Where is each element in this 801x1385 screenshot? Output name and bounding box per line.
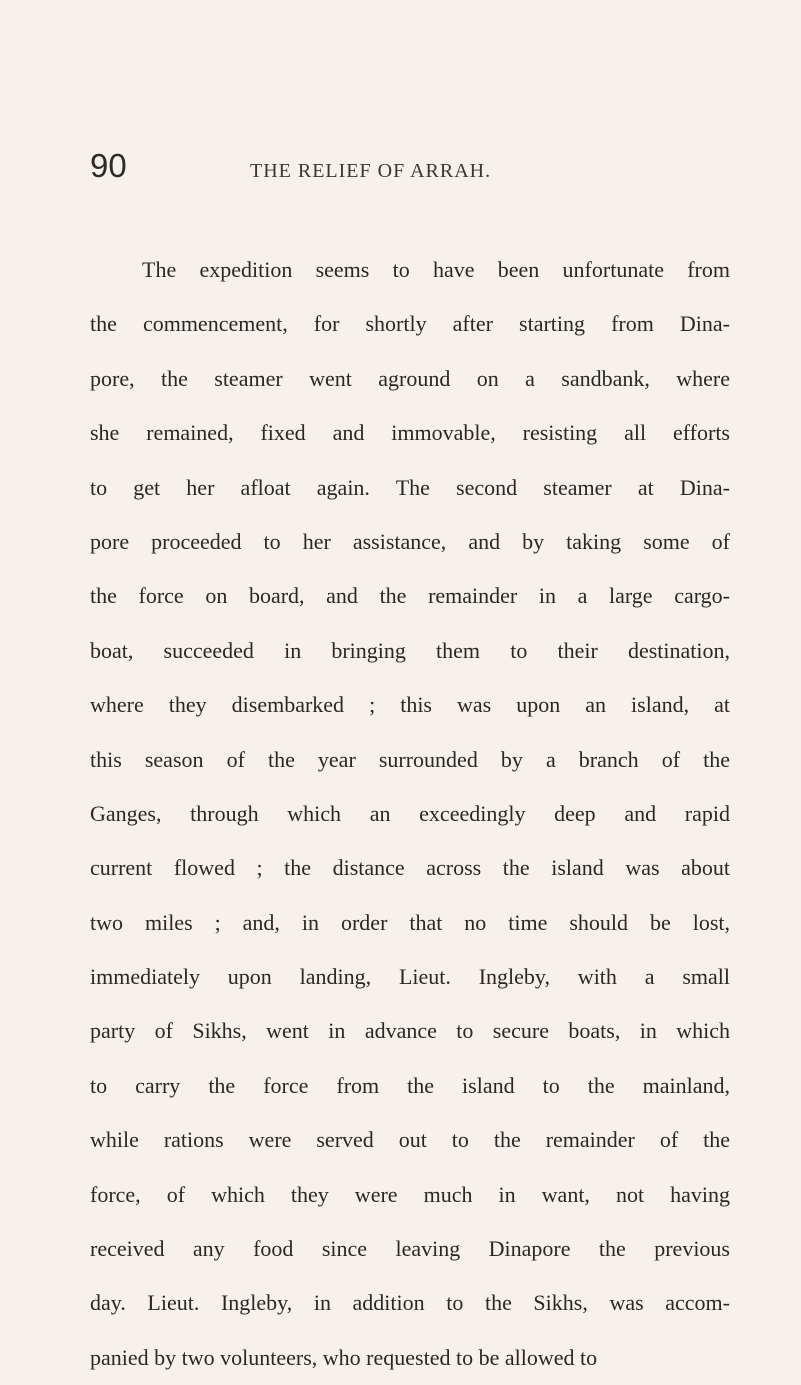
page-number: 90 xyxy=(90,147,127,184)
text-line: Ganges, through which an exceedingly deep and rapid xyxy=(90,800,730,826)
text-line: she remained, fixed and immovable, resisting all efforts xyxy=(90,420,730,446)
text-line: The expedition seems to have been unfortunate from xyxy=(142,257,730,282)
text-line: pore proceeded to her assistance, and by taking some of xyxy=(90,528,730,554)
text-line: immediately upon landing, Lieut. Ingleby, with a small xyxy=(90,964,730,990)
text-line: day. Lieut. Ingleby, in addition to the Sikhs, was accom- xyxy=(90,1290,730,1316)
text-line: this season of the year surrounded by a branch of the xyxy=(90,746,730,772)
text-line: the commencement, for shortly after starting from Dina- xyxy=(90,311,730,337)
text-line: received any food since leaving Dinapore the previous xyxy=(90,1236,730,1262)
text-line: pore, the steamer went aground on a sandbank, where xyxy=(90,365,730,391)
text-line: while rations were served out to the remainder of the xyxy=(90,1127,730,1153)
text-line: to carry the force from the island to the mainland, xyxy=(90,1072,730,1098)
text-line: boat, succeeded in bringing them to their destination, xyxy=(90,637,730,663)
text-line: panied by two volunteers, who requested to be allowed to xyxy=(90,1344,598,1370)
text-line: force, of which they were much in want, not having xyxy=(90,1181,730,1207)
text-line: current flowed ; the distance across the island was about xyxy=(90,855,730,881)
text-line: the force on board, and the remainder in a large cargo- xyxy=(90,583,730,609)
running-title: THE RELIEF OF ARRAH. xyxy=(250,160,492,182)
text-line: to get her afloat again. The second steamer at Dina- xyxy=(90,474,730,500)
page-header xyxy=(90,146,730,186)
body-paragraph xyxy=(90,243,730,1385)
text-line: two miles ; and, in order that no time should be lost, xyxy=(90,909,730,935)
text-line: party of Sikhs, went in advance to secure boats, in which xyxy=(90,1018,730,1044)
text-line: where they disembarked ; this was upon an island, at xyxy=(90,692,730,718)
